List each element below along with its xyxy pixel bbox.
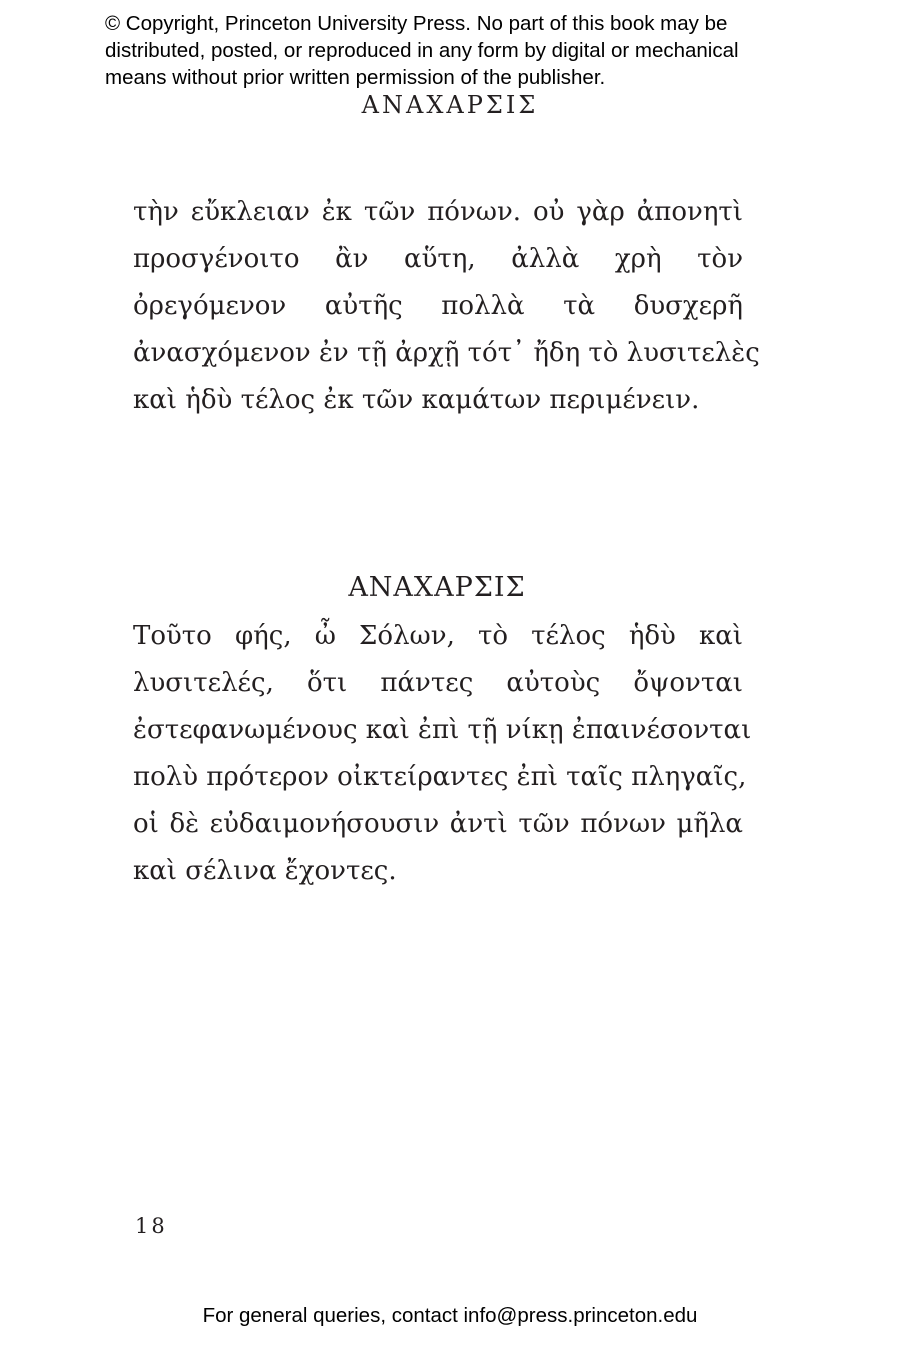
- copyright-notice: [105, 10, 805, 91]
- passage-1: [133, 189, 760, 424]
- page-number: 18: [135, 1214, 168, 1238]
- running-head: ΑΝΑΧΑΡΣΙΣ: [361, 91, 539, 119]
- text-line: καὶ ἡδὺ τέλος ἐκ τῶν καμάτων περιμένειν.: [133, 385, 700, 415]
- text-line: λυσιτελές, ὅτι πάντες αὐτοὺς ὄψονται: [133, 668, 743, 698]
- passage-2: [133, 613, 752, 895]
- text-line: τὴν εὔκλειαν ἐκ τῶν πόνων. οὐ γὰρ ἀπονητὶ: [133, 197, 743, 227]
- copyright-line: means without prior written permission of the publisher.: [105, 66, 606, 89]
- text-line: οἱ δὲ εὐδαιμονήσουσιν ἀντὶ τῶν πόνων μῆλα: [133, 809, 743, 839]
- copyright-line: distributed, posted, or reproduced in any form by digital or mechanical: [105, 39, 739, 62]
- text-line: ἀνασχόμενον ἐν τῇ ἀρχῇ τότ᾽ ἤδη τὸ λυσιτελὲς: [133, 338, 760, 368]
- copyright-line: © Copyright, Princeton University Press. No part of this book may be: [105, 12, 728, 35]
- footer-contact: For general queries, contact info@press.princeton.edu: [202, 1304, 698, 1327]
- speaker-heading: ΑΝΑΧΑΡΣΙΣ: [348, 572, 526, 603]
- text-line: ὀρεγόμενον αὐτῆς πολλὰ τὰ δυσχερῆ: [133, 291, 743, 321]
- text-line: προσγένοιτο ἂν αὕτη, ἀλλὰ χρὴ τὸν: [133, 244, 743, 274]
- text-line: πολὺ πρότερον οἰκτείραντες ἐπὶ ταῖς πληγαῖς,: [133, 762, 747, 792]
- text-line: ἐστεφανωμένους καὶ ἐπὶ τῇ νίκῃ ἐπαινέσονται: [133, 715, 752, 745]
- text-line: Τοῦτο φής, ὦ Σόλων, τὸ τέλος ἡδὺ καὶ: [133, 621, 743, 651]
- text-line: καὶ σέλινα ἔχοντες.: [133, 856, 397, 886]
